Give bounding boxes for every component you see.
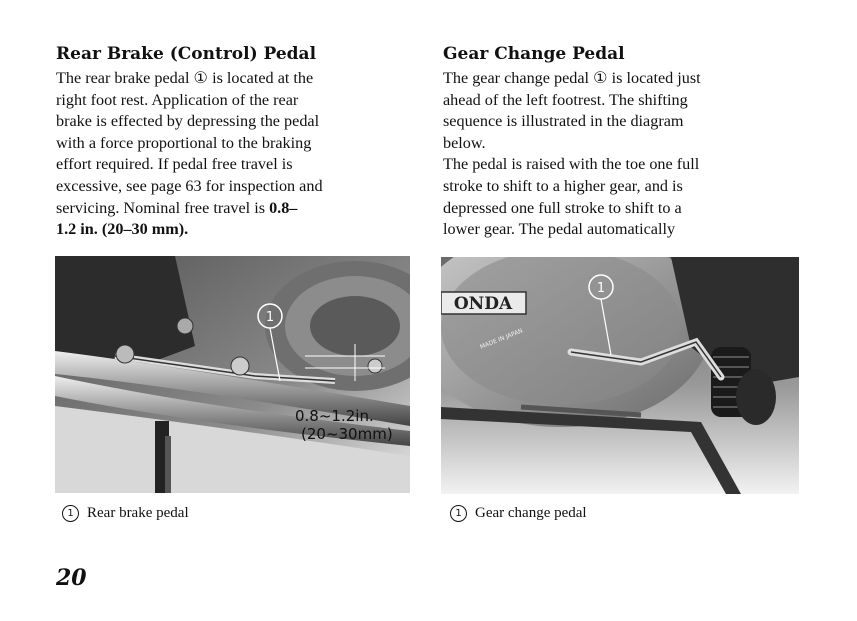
free-travel-spec-start: 0.8–	[269, 198, 298, 217]
text-line: effort required. If pedal free travel is	[56, 155, 293, 174]
engine-badge-text: MADE IN JAPAN	[479, 327, 524, 351]
text-line: The pedal is raised with the toe one full	[443, 155, 700, 174]
text-line: below.	[443, 133, 486, 152]
text-line: ahead of the left footrest. The shifting	[443, 90, 688, 109]
rear-brake-heading: Rear Brake (Control) Pedal	[56, 44, 317, 64]
callout-number-icon: 1	[62, 505, 79, 522]
gear-change-illustration	[441, 257, 799, 494]
text-line: right foot rest. Application of the rear	[56, 90, 299, 109]
photo-callout-number: 1	[265, 310, 275, 325]
text-line: sequence is illustrated in the diagram	[443, 112, 684, 131]
rear-brake-caption	[62, 505, 189, 522]
page-number: 20	[56, 565, 87, 591]
free-travel-spec: 1.2 in. (20–30 mm).	[56, 220, 189, 239]
photo-callout-number: 1	[596, 281, 606, 296]
rear-brake-text	[56, 68, 426, 241]
text-line: with a force proportional to the braking	[56, 133, 312, 152]
caption-text: Rear brake pedal	[87, 505, 189, 521]
engine-logo-text: ONDA	[453, 294, 513, 314]
text-line: The gear change pedal ① is located just	[443, 69, 701, 87]
gear-change-section	[443, 44, 803, 241]
rear-brake-illustration	[55, 256, 410, 493]
gear-change-photo	[441, 257, 799, 494]
text-line: excessive, see page 63 for inspection and	[56, 176, 323, 195]
rear-brake-section	[56, 44, 426, 241]
gear-change-text	[443, 68, 803, 241]
gear-change-heading: Gear Change Pedal	[443, 44, 625, 64]
free-travel-measure-inches: 0.8~1.2in.	[295, 407, 374, 425]
text-line: brake is effected by depressing the pedal	[56, 112, 320, 131]
free-travel-measure-mm: (20~30mm)	[301, 425, 393, 443]
gear-change-caption	[450, 505, 587, 522]
callout-number-icon: 1	[450, 505, 467, 522]
text-line: stroke to shift to a higher gear, and is	[443, 176, 683, 195]
caption-text: Gear change pedal	[475, 505, 587, 521]
text-line-part: servicing. Nominal free travel is	[56, 198, 266, 217]
rear-brake-photo	[55, 256, 410, 493]
text-line: lower gear. The pedal automatically	[443, 220, 676, 239]
text-line: depressed one full stroke to shift to a	[443, 198, 682, 217]
text-line: The rear brake pedal ① is located at the	[56, 69, 314, 87]
text-line	[56, 198, 426, 220]
